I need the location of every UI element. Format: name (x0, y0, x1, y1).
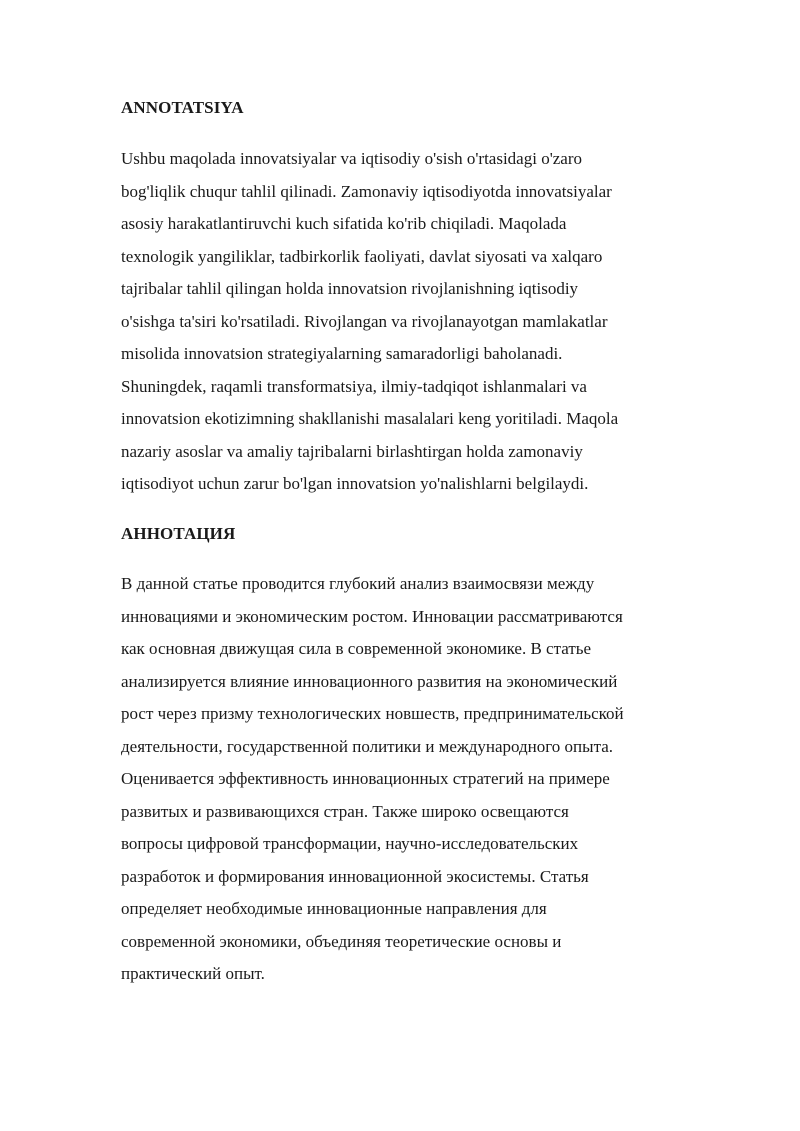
text-line: современной экономики, объединяя теоретические основы и (121, 931, 562, 951)
text-line: innovatsion ekotizimning shakllanishi masalalari keng yoritiladi. Maqola (121, 409, 619, 428)
text-line: texnologik yangiliklar, tadbirkorlik faoliyati, davlat siyosati va xalqaro (121, 246, 603, 266)
text-line: как основная движущая сила в современной экономике. В статье (121, 639, 592, 658)
text-line: o'sishga ta'siri ko'rsatiladi. Rivojlangan va rivojlanayotgan mamlakatlar (121, 311, 608, 331)
heading-annotatsiya-ru: АННОТАЦИЯ (121, 524, 236, 543)
text-line: развитых и развивающихся стран. Также широко освещаются (121, 801, 569, 821)
text-line: Ushbu maqolada innovatsiyalar va iqtisodiy o'sish o'rtasidagi o'zaro (121, 149, 583, 168)
text-line: рост через призму технологических новшеств, предпринимательской (121, 704, 624, 723)
text-line: разработок и формирования инновационной экосистемы. Статья (121, 866, 589, 886)
text-line: tajribalar tahlil qilingan holda innovatsion rivojlanishning iqtisodiy (121, 279, 579, 298)
text-line: bog'liqlik chuqur tahlil qilinadi. Zamonaviy iqtisodiyotda innovatsiyalar (121, 181, 612, 201)
text-line: вопросы цифровой трансформации, научно-исследовательских (121, 834, 579, 853)
text-line: Оценивается эффективность инновационных стратегий на примере (121, 769, 610, 788)
text-line: iqtisodiyot uchun zarur bo'lgan innovatsion yo'nalishlarni belgilaydi. (121, 474, 589, 493)
text-line: Shuningdek, raqamli transformatsiya, ilmiy-tadqiqot ishlanmalari va (121, 376, 587, 396)
heading-annotatsiya: ANNOTATSIYA (121, 98, 244, 117)
text-line: misolida innovatsion strategiyalarning samaradorligi baholanadi. (121, 344, 563, 363)
text-line: В данной статье проводится глубокий анализ взаимосвязи между (121, 574, 595, 593)
text-line: определяет необходимые инновационные направления для (121, 899, 547, 918)
paragraph-annotatsiya-ru (121, 568, 691, 991)
paragraph-annotatsiya-uz (121, 143, 691, 501)
text-line: инновациями и экономическим ростом. Инновации рассматриваются (121, 606, 623, 626)
text-line: анализируется влияние инновационного развития на экономический (121, 671, 618, 691)
text-line: деятельности, государственной политики и международного опыта. (121, 736, 614, 756)
text-line: asosiy harakatlantiruvchi kuch sifatida ko'rib chiqiladi. Maqolada (121, 214, 567, 233)
text-line: практический опыт. (121, 964, 265, 983)
text-line: nazariy asoslar va amaliy tajribalarni birlashtirgan holda zamonaviy (121, 441, 583, 461)
